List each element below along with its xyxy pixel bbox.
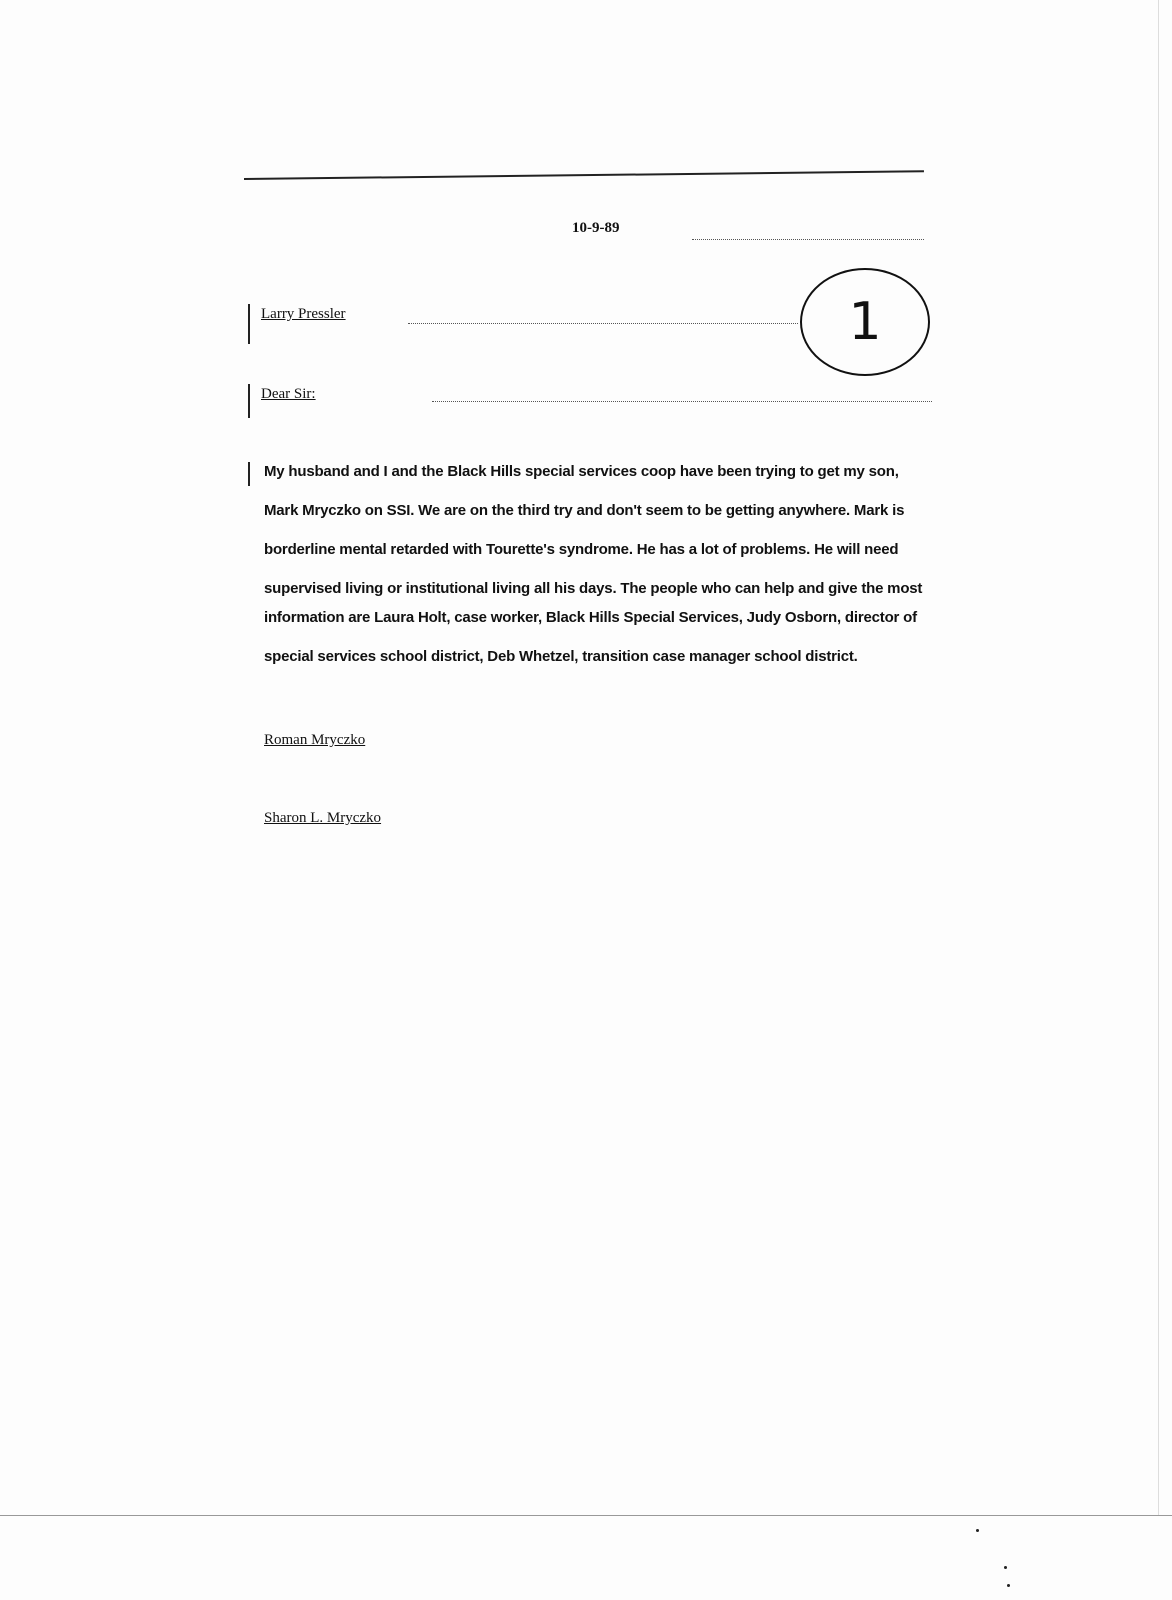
- margin-bar: [248, 462, 250, 486]
- scan-speck: [1007, 1584, 1010, 1587]
- top-horizontal-rule: [244, 170, 924, 180]
- dotted-line: [408, 322, 798, 324]
- letter-body-line: My husband and I and the Black Hills special services coop have been trying to get my son,: [264, 463, 899, 480]
- dotted-line: [692, 238, 924, 240]
- scan-speck: [1004, 1566, 1007, 1569]
- letter-body-line: information are Laura Holt, case worker, Black Hills Special Services, Judy Osborn, director of: [264, 609, 917, 626]
- letter-recipient: Larry Pressler: [261, 306, 346, 322]
- letter-body-line: special services school district, Deb Whetzel, transition case manager school district.: [264, 648, 858, 665]
- letter-body-line: Mark Mryczko on SSI. We are on the third try and don't seem to be getting anywhere. Mark is: [264, 502, 905, 519]
- page-right-edge: [1158, 0, 1159, 1515]
- letter-body-line: borderline mental retarded with Tourette's syndrome. He has a lot of problems. He will need: [264, 541, 899, 558]
- dotted-line: [432, 400, 932, 402]
- page-bottom-edge: [0, 1515, 1172, 1516]
- signature-sharon: Sharon L. Mryczko: [264, 810, 382, 826]
- signature-roman: Roman Mryczko: [264, 732, 366, 748]
- letter-body-line: supervised living or institutional living all his days. The people who can help and give the most: [264, 580, 923, 597]
- margin-bar: [248, 384, 250, 418]
- letter-salutation: Dear Sir:: [261, 386, 316, 402]
- circled-page-number: 1: [800, 268, 930, 376]
- scan-speck: [976, 1529, 979, 1532]
- margin-bar: [248, 304, 250, 344]
- letter-date: 10-9-89: [572, 220, 620, 236]
